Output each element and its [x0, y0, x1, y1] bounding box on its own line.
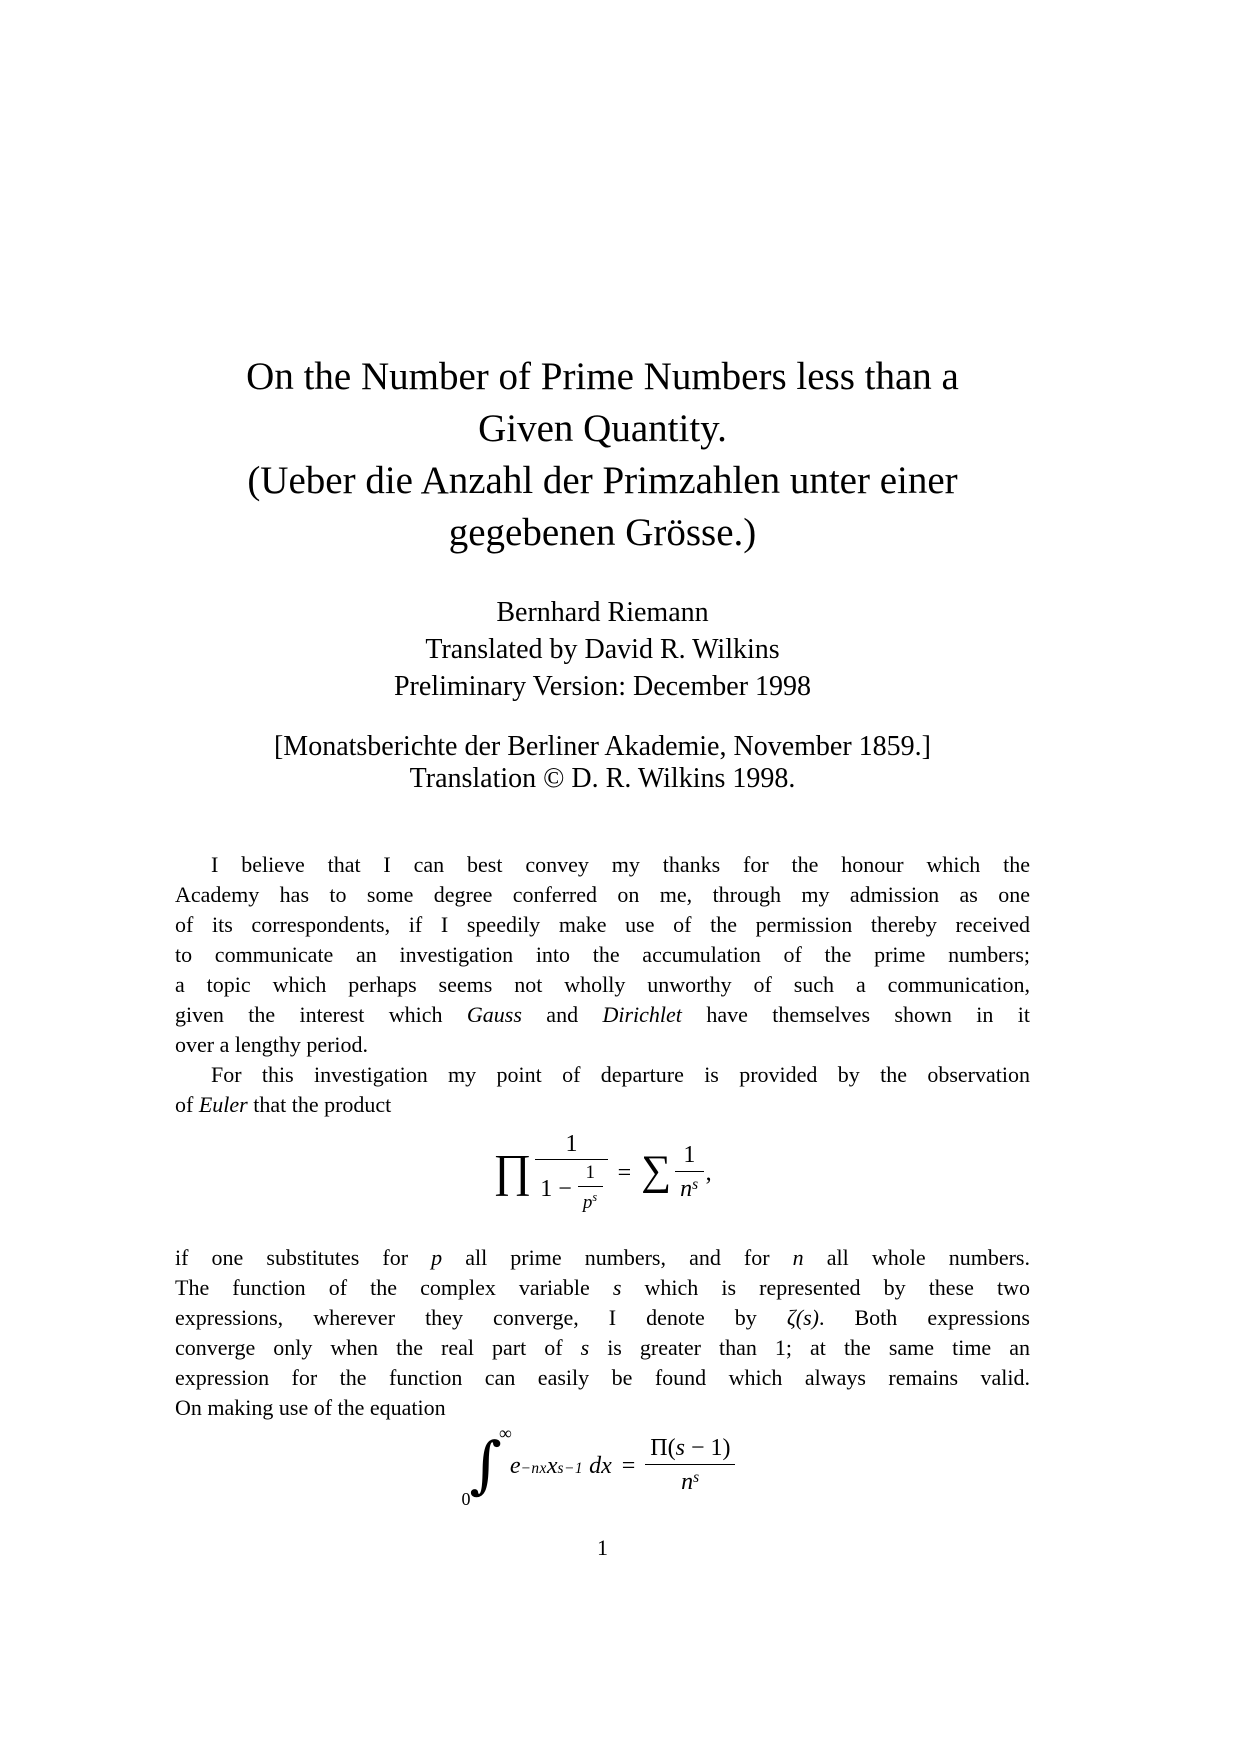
text-line: The function of the complex variable s which is represented by these two [175, 1275, 1030, 1300]
text-column [175, 0, 1030, 1752]
text-line: to communicate an investigation into the accumulation of the prime numbers; [175, 942, 1030, 967]
inner-fraction: $\frac{1}{p^s}$ [578, 1163, 603, 1215]
title-line-3: (Ueber die Anzahl der Primzahlen unter einer [247, 459, 958, 502]
paragraph-zeta [175, 1243, 1030, 1423]
formula-comma: , [705, 1159, 712, 1186]
text-line: over a lengthy period. [175, 1032, 369, 1057]
citation-copyright: Translation © D. R. Wilkins 1998. [409, 763, 796, 794]
rhs-fraction: $\frac{1}{n^s}$ [675, 1142, 703, 1203]
integral-sign: ∫ [469, 1427, 502, 1501]
euler-product-formula [175, 1120, 1030, 1226]
sum-operator: ∑ [641, 1148, 672, 1194]
product-operator: ∏ [493, 1145, 532, 1196]
text-line: if one substitutes for p all prime numbers, and for n all whole numbers. [175, 1245, 1030, 1270]
paragraph-departure [175, 1060, 1030, 1120]
lhs-fraction: 1 1 − $\frac{1}{p^s}$ [535, 1131, 607, 1215]
page-number: 1 [597, 1535, 608, 1560]
translator-credit: Translated by David R. Wilkins [425, 634, 780, 665]
citation [175, 731, 1030, 795]
author-name: Bernhard Riemann [496, 597, 709, 628]
title-line-1: On the Number of Prime Numbers less than a [246, 355, 959, 398]
text-line: expressions, wherever they converge, I denote by ζ(s). Both expressions [175, 1305, 1030, 1330]
equals-sign: = [621, 1452, 636, 1479]
text-line: Academy has to some degree conferred on me, through my admission as one [175, 882, 1030, 907]
title-line-2: Given Quantity. [478, 407, 727, 450]
text-line: expression for the function can easily be found which always remains valid. [175, 1365, 1030, 1390]
text-line: converge only when the real part of s is greater than 1; at the same time an [175, 1335, 1030, 1360]
text-line: given the interest which Gauss and Dirichlet have themselves shown in it [175, 1002, 1030, 1027]
byline [175, 594, 1030, 705]
version-note: Preliminary Version: December 1998 [393, 671, 812, 702]
citation-source: [Monatsberichte der Berliner Akademie, November 1859.] [273, 731, 931, 762]
pi-fraction: $\frac{\Pi(s - 1)}{n^s}$ [645, 1435, 735, 1496]
equals-sign: = [617, 1159, 632, 1186]
gamma-integral-formula [175, 1414, 1030, 1518]
integrand: e −nx x s−1 dx [509, 1452, 612, 1479]
text-line: a topic which perhaps seems not wholly unworthy of such a communication, [175, 972, 1030, 997]
text-line: of its correspondents, if I speedily make use of the permission thereby received [175, 912, 1030, 937]
text-line: On making use of the equation [175, 1395, 446, 1420]
text-line: I believe that I can best convey my thanks for the honour which the [211, 852, 1030, 877]
paragraph-intro [175, 850, 1030, 1060]
text-line: For this investigation my point of departure is provided by the observation [211, 1062, 1030, 1087]
title-line-4: gegebenen Grösse.) [448, 511, 757, 554]
paper-title [175, 351, 1030, 559]
integral-with-limits [461, 1422, 512, 1510]
text-line: of Euler that the product [175, 1092, 392, 1117]
upper-limit: ∞ [499, 1422, 512, 1443]
lower-limit: 0 [461, 1489, 471, 1510]
